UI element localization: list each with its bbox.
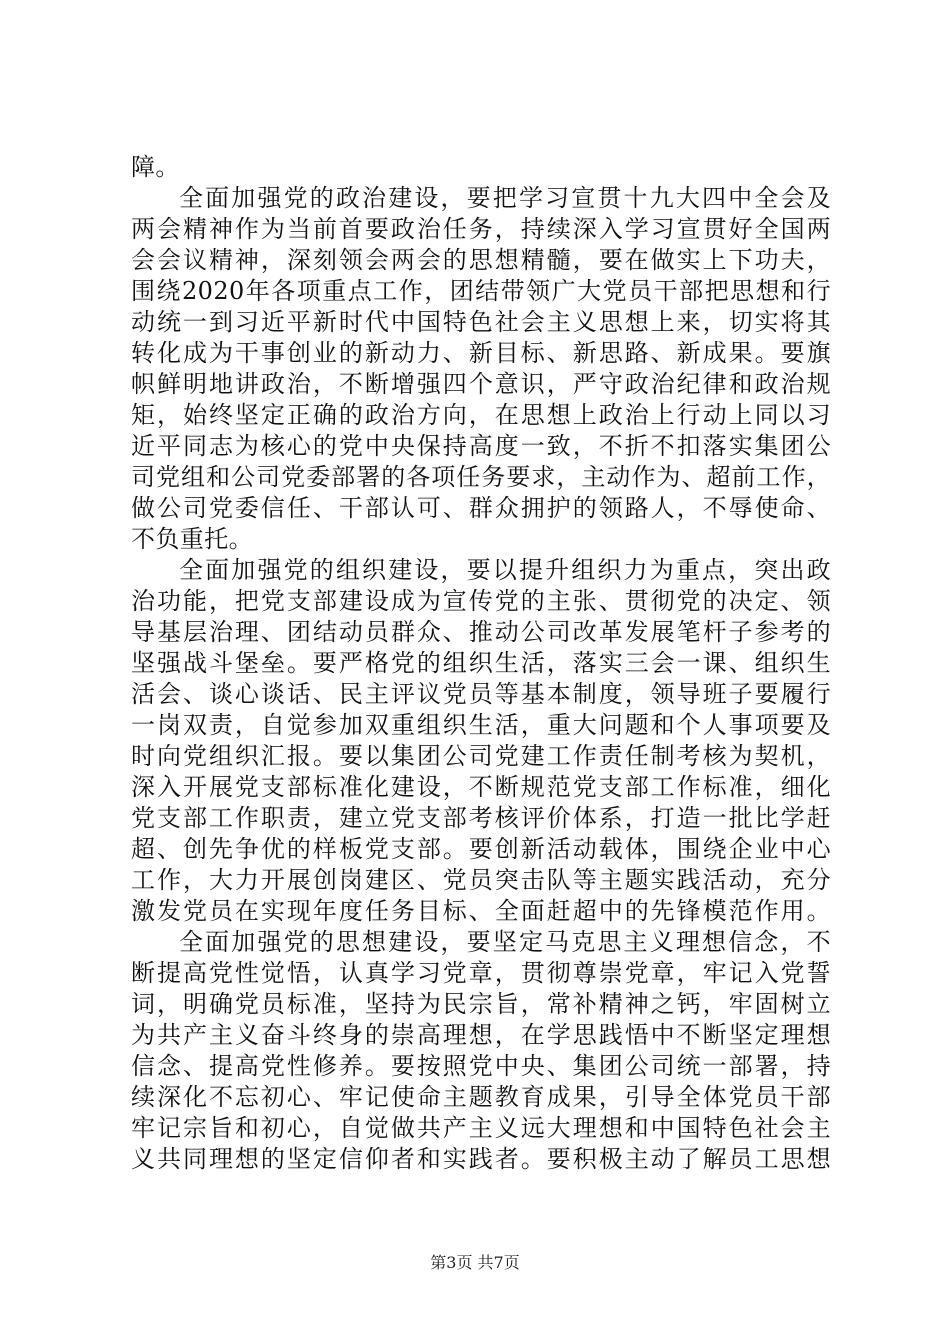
text-line: 围绕2020年各项重点工作，团结带领广大党员干部把思想和行 — [131, 277, 831, 305]
text-line: 续深化不忘初心、牢记使命主题教育成果，引导全体党员干部 — [131, 1083, 831, 1111]
text-line: 导基层治理、团结动员群众、推动公司改革发展笔杆子参考的 — [131, 618, 831, 646]
text-line: 动统一到习近平新时代中国特色社会主义思想上来，切实将其 — [131, 308, 831, 336]
text-line: 党支部工作职责，建立党支部考核评价体系，打造一批比学赶 — [131, 804, 831, 832]
text-line: 矩，始终坚定正确的政治方向，在思想上政治上行动上同以习 — [131, 401, 831, 429]
document-body — [131, 152, 831, 1175]
text-line: 深入开展党支部标准化建设，不断规范党支部工作标准，细化 — [131, 773, 831, 801]
text-line: 超、创先争优的样板党支部。要创新活动载体，围绕企业中心 — [131, 835, 831, 863]
text-line: 障。 — [131, 153, 180, 181]
text-line: 信念、提高党性修养。要按照党中央、集团公司统一部署，持 — [131, 1052, 831, 1080]
text-line: 近平同志为核心的党中央保持高度一致，不折不扣落实集团公 — [131, 432, 831, 460]
text-line: 司党组和公司党委部署的各项任务要求，主动作为、超前工作， — [131, 463, 831, 491]
text-line: 做公司党委信任、干部认可、群众拥护的领路人，不辱使命、 — [131, 494, 831, 522]
text-line: 词，明确党员标准，坚持为民宗旨，常补精神之钙，牢固树立 — [131, 990, 831, 1018]
text-line: 帜鲜明地讲政治，不断增强四个意识，严守政治纪律和政治规 — [131, 370, 831, 398]
text-line: 两会精神作为当前首要政治任务，持续深入学习宣贯好全国两 — [131, 215, 831, 243]
text-line: 全面加强党的思想建设，要坚定马克思主义理想信念，不 — [179, 928, 831, 956]
text-line: 会会议精神，深刻领会两会的思想精髓，要在做实上下功夫， — [131, 246, 831, 274]
text-line: 断提高党性觉悟，认真学习党章，贯彻尊崇党章，牢记入党誓 — [131, 959, 831, 987]
text-line: 牢记宗旨和初心，自觉做共产主义远大理想和中国特色社会主 — [131, 1114, 831, 1142]
text-line: 激发党员在实现年度任务目标、全面赶超中的先锋模范作用。 — [131, 897, 831, 925]
text-line: 治功能，把党支部建设成为宣传党的主张、贯彻党的决定、领 — [131, 587, 831, 615]
text-line: 为共产主义奋斗终身的崇高理想，在学思践悟中不断坚定理想 — [131, 1021, 831, 1049]
text-line: 坚强战斗堡垒。要严格党的组织生活，落实三会一课、组织生 — [131, 649, 831, 677]
text-line: 不负重托。 — [131, 525, 253, 553]
text-line: 一岗双责，自觉参加双重组织生活，重大问题和个人事项要及 — [131, 711, 831, 739]
text-line: 转化成为干事创业的新动力、新目标、新思路、新成果。要旗 — [131, 339, 831, 367]
text-line: 义共同理想的坚定信仰者和实践者。要积极主动了解员工思想 — [131, 1145, 831, 1173]
text-line: 全面加强党的组织建设，要以提升组织力为重点，突出政 — [179, 556, 831, 584]
page-number-footer: 第3页 共7页 — [430, 1253, 520, 1272]
text-line: 工作，大力开展创岗建区、党员突击队等主题实践活动，充分 — [131, 866, 831, 894]
text-line: 活会、谈心谈话、民主评议党员等基本制度，领导班子要履行 — [131, 680, 831, 708]
text-line: 全面加强党的政治建设，要把学习宣贯十九大四中全会及 — [179, 184, 831, 212]
text-line: 时向党组织汇报。要以集团公司党建工作责任制考核为契机， — [131, 742, 831, 770]
